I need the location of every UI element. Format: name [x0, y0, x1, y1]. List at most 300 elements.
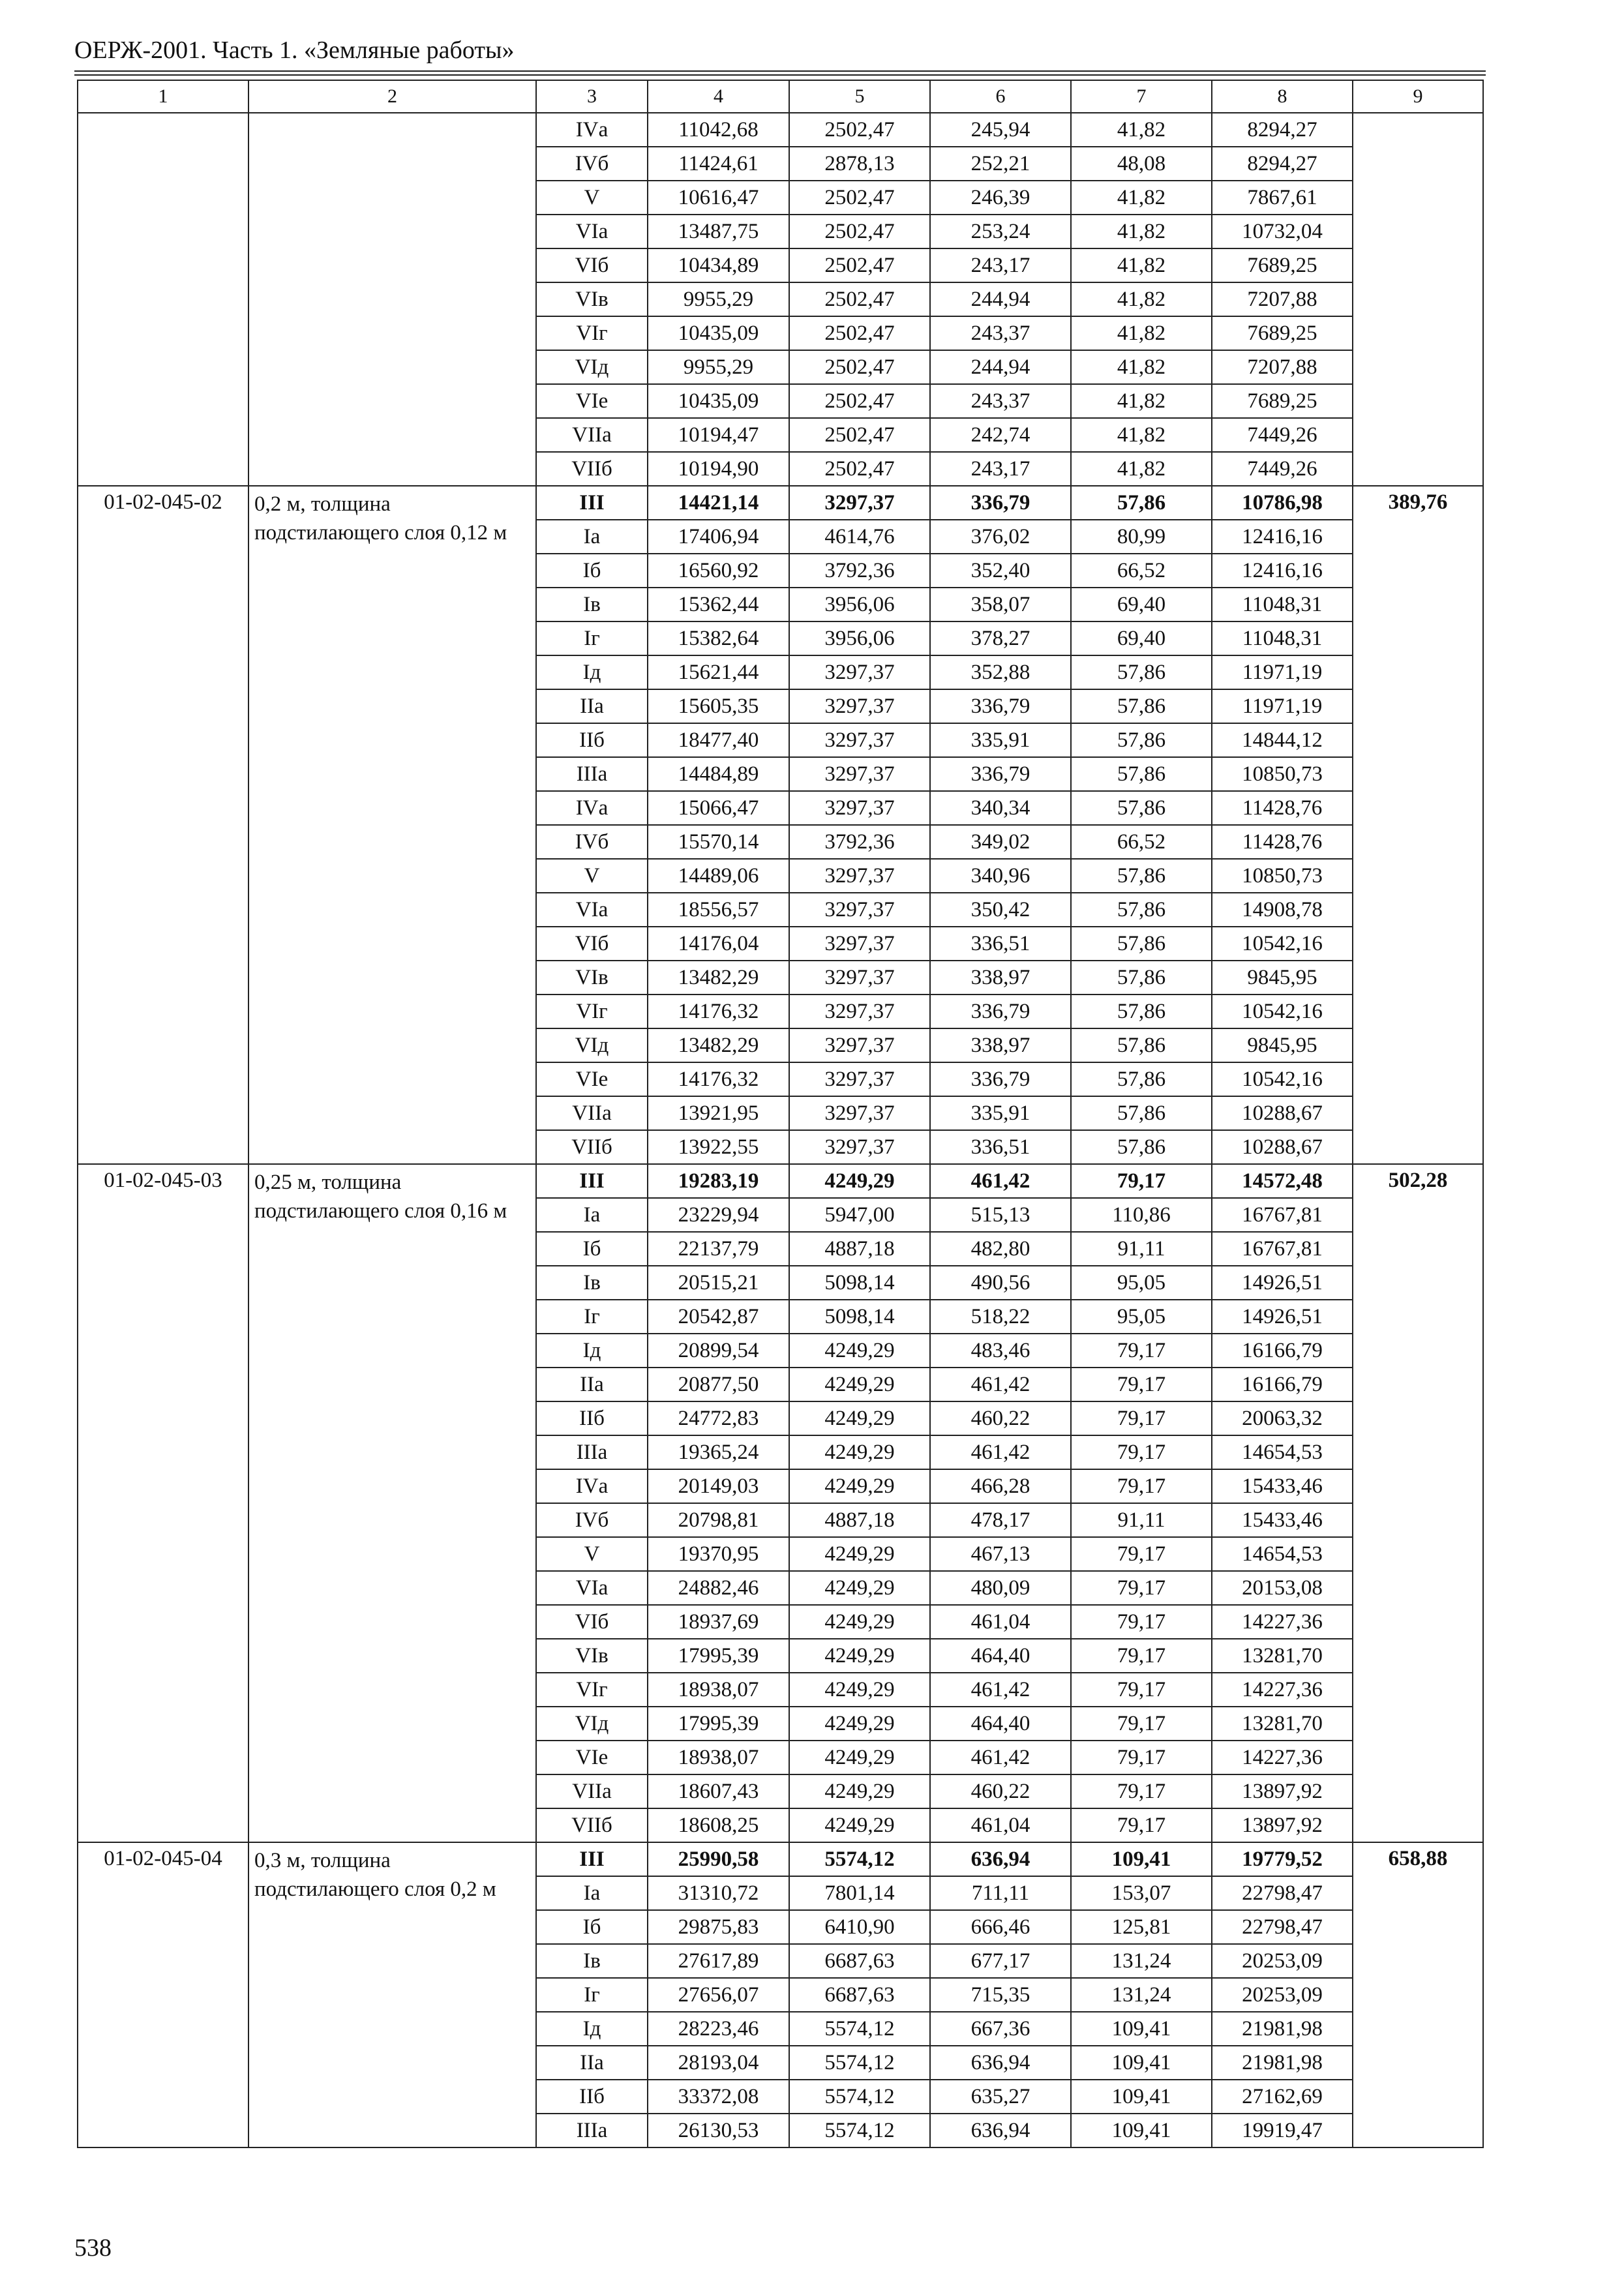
value-cell: 10434,89 — [648, 248, 789, 282]
value-cell: 3297,37 — [789, 995, 930, 1028]
value-cell: 21981,98 — [1212, 2046, 1353, 2080]
value-cell: 636,94 — [930, 1842, 1071, 1876]
column-9-cell: 658,88 — [1353, 1842, 1483, 2147]
value-cell: 2502,47 — [789, 418, 930, 452]
value-cell: 4887,18 — [789, 1503, 930, 1537]
value-cell: 79,17 — [1071, 1368, 1212, 1401]
value-cell: 3956,06 — [789, 588, 930, 621]
norm-code-cell: 01-02-045-03 — [78, 1164, 248, 1842]
value-cell: 3297,37 — [789, 1096, 930, 1130]
column-number: 4 — [648, 80, 789, 113]
category-cell: IVа — [536, 1469, 648, 1503]
category-cell: III — [536, 486, 648, 520]
value-cell: 460,22 — [930, 1774, 1071, 1808]
value-cell: 480,09 — [930, 1571, 1071, 1605]
value-cell: 7207,88 — [1212, 282, 1353, 316]
value-cell: 79,17 — [1071, 1741, 1212, 1774]
value-cell: 7801,14 — [789, 1876, 930, 1910]
column-number: 7 — [1071, 80, 1212, 113]
category-cell: VIд — [536, 350, 648, 384]
value-cell: 461,42 — [930, 1673, 1071, 1707]
value-cell: 131,24 — [1071, 1978, 1212, 2012]
value-cell: 41,82 — [1071, 181, 1212, 215]
value-cell: 243,17 — [930, 452, 1071, 486]
value-cell: 478,17 — [930, 1503, 1071, 1537]
value-cell: 13482,29 — [648, 1028, 789, 1062]
category-cell: IIб — [536, 723, 648, 757]
value-cell: 20253,09 — [1212, 1944, 1353, 1978]
value-cell: 7689,25 — [1212, 384, 1353, 418]
value-cell: 41,82 — [1071, 215, 1212, 248]
value-cell: 16166,79 — [1212, 1334, 1353, 1368]
category-cell: Iб — [536, 1910, 648, 1944]
value-cell: 4249,29 — [789, 1639, 930, 1673]
value-cell: 57,86 — [1071, 1028, 1212, 1062]
column-number-row — [78, 80, 1483, 113]
value-cell: 14227,36 — [1212, 1741, 1353, 1774]
value-cell: 3297,37 — [789, 689, 930, 723]
value-cell: 352,88 — [930, 655, 1071, 689]
value-cell: 19283,19 — [648, 1164, 789, 1198]
value-cell: 5947,00 — [789, 1198, 930, 1232]
value-cell: 19370,95 — [648, 1537, 789, 1571]
value-cell: 24772,83 — [648, 1401, 789, 1435]
table-row — [78, 1164, 1483, 1198]
value-cell: 2502,47 — [789, 181, 930, 215]
value-cell: 2502,47 — [789, 282, 930, 316]
column-9-cell: 389,76 — [1353, 486, 1483, 1164]
value-cell: 31310,72 — [648, 1876, 789, 1910]
category-cell: VIб — [536, 248, 648, 282]
value-cell: 19919,47 — [1212, 2114, 1353, 2147]
value-cell: 2502,47 — [789, 350, 930, 384]
value-cell: 95,05 — [1071, 1266, 1212, 1300]
value-cell: 153,07 — [1071, 1876, 1212, 1910]
value-cell: 4887,18 — [789, 1232, 930, 1266]
value-cell: 25990,58 — [648, 1842, 789, 1876]
category-cell: IVб — [536, 1503, 648, 1537]
category-cell: VIIа — [536, 1096, 648, 1130]
value-cell: 5574,12 — [789, 2012, 930, 2046]
value-cell: 3297,37 — [789, 1130, 930, 1164]
value-cell: 490,56 — [930, 1266, 1071, 1300]
value-cell: 243,37 — [930, 316, 1071, 350]
category-cell: VIа — [536, 1571, 648, 1605]
value-cell: 57,86 — [1071, 486, 1212, 520]
value-cell: 41,82 — [1071, 248, 1212, 282]
value-cell: 4249,29 — [789, 1605, 930, 1639]
category-cell: VIа — [536, 215, 648, 248]
value-cell: 336,79 — [930, 689, 1071, 723]
norm-description-cell: 0,25 м, толщина подстилающего слоя 0,16 м — [248, 1164, 536, 1842]
value-cell: 2502,47 — [789, 384, 930, 418]
value-cell: 12416,16 — [1212, 520, 1353, 554]
column-9-cell: 502,28 — [1353, 1164, 1483, 1842]
norm-code-cell — [78, 113, 248, 486]
value-cell: 15433,46 — [1212, 1503, 1353, 1537]
value-cell: 15605,35 — [648, 689, 789, 723]
category-cell: VIв — [536, 1639, 648, 1673]
value-cell: 10616,47 — [648, 181, 789, 215]
category-cell: VIе — [536, 1741, 648, 1774]
value-cell: 79,17 — [1071, 1537, 1212, 1571]
value-cell: 79,17 — [1071, 1334, 1212, 1368]
value-cell: 3297,37 — [789, 791, 930, 825]
value-cell: 3297,37 — [789, 927, 930, 961]
value-cell: 461,42 — [930, 1435, 1071, 1469]
value-cell: 3297,37 — [789, 893, 930, 927]
value-cell: 482,80 — [930, 1232, 1071, 1266]
column-number: 8 — [1212, 80, 1353, 113]
value-cell: 2502,47 — [789, 215, 930, 248]
category-cell: IIIа — [536, 757, 648, 791]
value-cell: 27656,07 — [648, 1978, 789, 2012]
value-cell: 2878,13 — [789, 147, 930, 181]
value-cell: 2502,47 — [789, 452, 930, 486]
norm-description-cell: 0,2 м, толщина подстилающего слоя 0,12 м — [248, 486, 536, 1164]
value-cell: 461,42 — [930, 1741, 1071, 1774]
value-cell: 336,79 — [930, 757, 1071, 791]
value-cell: 57,86 — [1071, 791, 1212, 825]
norms-table-body — [78, 80, 1483, 2147]
value-cell: 18938,07 — [648, 1673, 789, 1707]
value-cell: 3792,36 — [789, 554, 930, 588]
value-cell: 91,11 — [1071, 1232, 1212, 1266]
value-cell: 16560,92 — [648, 554, 789, 588]
value-cell: 3297,37 — [789, 859, 930, 893]
value-cell: 667,36 — [930, 2012, 1071, 2046]
table-row — [78, 486, 1483, 520]
category-cell: V — [536, 859, 648, 893]
value-cell: 95,05 — [1071, 1300, 1212, 1334]
page-header: ОЕРЖ-2001. Часть 1. «Земляные работы» — [74, 37, 515, 64]
value-cell: 338,97 — [930, 961, 1071, 995]
value-cell: 2502,47 — [789, 248, 930, 282]
value-cell: 15382,64 — [648, 621, 789, 655]
value-cell: 461,42 — [930, 1368, 1071, 1401]
category-cell: IVа — [536, 791, 648, 825]
value-cell: 4249,29 — [789, 1435, 930, 1469]
category-cell: IIб — [536, 2080, 648, 2114]
value-cell: 20153,08 — [1212, 1571, 1353, 1605]
value-cell: 79,17 — [1071, 1639, 1212, 1673]
value-cell: 336,79 — [930, 995, 1071, 1028]
value-cell: 636,94 — [930, 2114, 1071, 2147]
category-cell: VIг — [536, 1673, 648, 1707]
value-cell: 3792,36 — [789, 825, 930, 859]
value-cell: 6687,63 — [789, 1944, 930, 1978]
value-cell: 338,97 — [930, 1028, 1071, 1062]
value-cell: 6410,90 — [789, 1910, 930, 1944]
value-cell: 7449,26 — [1212, 418, 1353, 452]
column-number: 9 — [1353, 80, 1483, 113]
value-cell: 464,40 — [930, 1707, 1071, 1741]
value-cell: 243,17 — [930, 248, 1071, 282]
category-cell: VIг — [536, 995, 648, 1028]
value-cell: 10542,16 — [1212, 995, 1353, 1028]
value-cell: 10288,67 — [1212, 1130, 1353, 1164]
value-cell: 66,52 — [1071, 825, 1212, 859]
value-cell: 10288,67 — [1212, 1096, 1353, 1130]
value-cell: 3297,37 — [789, 486, 930, 520]
value-cell: 252,21 — [930, 147, 1071, 181]
table-row — [78, 1842, 1483, 1876]
value-cell: 79,17 — [1071, 1808, 1212, 1842]
value-cell: 14176,32 — [648, 1062, 789, 1096]
value-cell: 253,24 — [930, 215, 1071, 248]
value-cell: 20149,03 — [648, 1469, 789, 1503]
value-cell: 4249,29 — [789, 1707, 930, 1741]
value-cell: 10194,47 — [648, 418, 789, 452]
value-cell: 17406,94 — [648, 520, 789, 554]
value-cell: 11971,19 — [1212, 655, 1353, 689]
value-cell: 3297,37 — [789, 723, 930, 757]
category-cell: VIд — [536, 1707, 648, 1741]
column-number: 2 — [248, 80, 536, 113]
value-cell: 79,17 — [1071, 1673, 1212, 1707]
value-cell: 461,04 — [930, 1605, 1071, 1639]
value-cell: 109,41 — [1071, 2012, 1212, 2046]
value-cell: 340,34 — [930, 791, 1071, 825]
value-cell: 57,86 — [1071, 859, 1212, 893]
value-cell: 9845,95 — [1212, 961, 1353, 995]
value-cell: 3297,37 — [789, 1028, 930, 1062]
value-cell: 79,17 — [1071, 1469, 1212, 1503]
category-cell: Iв — [536, 588, 648, 621]
value-cell: 340,96 — [930, 859, 1071, 893]
page-number: 538 — [74, 2234, 112, 2262]
value-cell: 20798,81 — [648, 1503, 789, 1537]
value-cell: 57,86 — [1071, 723, 1212, 757]
category-cell: VIв — [536, 282, 648, 316]
value-cell: 18477,40 — [648, 723, 789, 757]
value-cell: 11048,31 — [1212, 588, 1353, 621]
category-cell: VIе — [536, 1062, 648, 1096]
value-cell: 350,42 — [930, 893, 1071, 927]
norm-description-cell: 0,3 м, толщина подстилающего слоя 0,2 м — [248, 1842, 536, 2147]
value-cell: 24882,46 — [648, 1571, 789, 1605]
value-cell: 10786,98 — [1212, 486, 1353, 520]
value-cell: 4249,29 — [789, 1334, 930, 1368]
column-number: 3 — [536, 80, 648, 113]
value-cell: 79,17 — [1071, 1774, 1212, 1808]
category-cell: Iв — [536, 1944, 648, 1978]
value-cell: 28193,04 — [648, 2046, 789, 2080]
value-cell: 518,22 — [930, 1300, 1071, 1334]
category-cell: Iг — [536, 621, 648, 655]
value-cell: 244,94 — [930, 282, 1071, 316]
category-cell: IIа — [536, 689, 648, 723]
value-cell: 19779,52 — [1212, 1842, 1353, 1876]
category-cell: VIв — [536, 961, 648, 995]
category-cell: IIа — [536, 1368, 648, 1401]
value-cell: 10542,16 — [1212, 927, 1353, 961]
value-cell: 336,51 — [930, 927, 1071, 961]
category-cell: V — [536, 1537, 648, 1571]
value-cell: 246,39 — [930, 181, 1071, 215]
category-cell: VIIа — [536, 1774, 648, 1808]
value-cell: 245,94 — [930, 113, 1071, 147]
value-cell: 18937,69 — [648, 1605, 789, 1639]
value-cell: 711,11 — [930, 1876, 1071, 1910]
category-cell: VIIб — [536, 1808, 648, 1842]
category-cell: VIIб — [536, 1130, 648, 1164]
value-cell: 4249,29 — [789, 1673, 930, 1707]
value-cell: 4614,76 — [789, 520, 930, 554]
value-cell: 11971,19 — [1212, 689, 1353, 723]
value-cell: 9845,95 — [1212, 1028, 1353, 1062]
value-cell: 677,17 — [930, 1944, 1071, 1978]
value-cell: 4249,29 — [789, 1571, 930, 1605]
value-cell: 336,79 — [930, 486, 1071, 520]
column-number: 6 — [930, 80, 1071, 113]
value-cell: 22137,79 — [648, 1232, 789, 1266]
category-cell: IVа — [536, 113, 648, 147]
value-cell: 80,99 — [1071, 520, 1212, 554]
norm-code-cell: 01-02-045-04 — [78, 1842, 248, 2147]
category-cell: VIIб — [536, 452, 648, 486]
value-cell: 13482,29 — [648, 961, 789, 995]
value-cell: 14926,51 — [1212, 1300, 1353, 1334]
value-cell: 14908,78 — [1212, 893, 1353, 927]
value-cell: 23229,94 — [648, 1198, 789, 1232]
value-cell: 7449,26 — [1212, 452, 1353, 486]
category-cell: III — [536, 1842, 648, 1876]
value-cell: 57,86 — [1071, 1130, 1212, 1164]
value-cell: 10435,09 — [648, 316, 789, 350]
value-cell: 13897,92 — [1212, 1808, 1353, 1842]
header-rule-bottom — [74, 74, 1486, 76]
value-cell: 3297,37 — [789, 655, 930, 689]
value-cell: 33372,08 — [648, 2080, 789, 2114]
category-cell: Iд — [536, 655, 648, 689]
category-cell: IIIа — [536, 1435, 648, 1469]
value-cell: 14421,14 — [648, 486, 789, 520]
value-cell: 41,82 — [1071, 418, 1212, 452]
value-cell: 66,52 — [1071, 554, 1212, 588]
value-cell: 14844,12 — [1212, 723, 1353, 757]
value-cell: 460,22 — [930, 1401, 1071, 1435]
value-cell: 378,27 — [930, 621, 1071, 655]
category-cell: Iа — [536, 1198, 648, 1232]
value-cell: 29875,83 — [648, 1910, 789, 1944]
value-cell: 242,74 — [930, 418, 1071, 452]
value-cell: 13281,70 — [1212, 1707, 1353, 1741]
value-cell: 5098,14 — [789, 1300, 930, 1334]
value-cell: 9955,29 — [648, 282, 789, 316]
value-cell: 515,13 — [930, 1198, 1071, 1232]
value-cell: 20253,09 — [1212, 1978, 1353, 2012]
value-cell: 57,86 — [1071, 961, 1212, 995]
value-cell: 466,28 — [930, 1469, 1071, 1503]
value-cell: 14654,53 — [1212, 1435, 1353, 1469]
value-cell: 10850,73 — [1212, 757, 1353, 791]
category-cell: III — [536, 1164, 648, 1198]
value-cell: 41,82 — [1071, 452, 1212, 486]
value-cell: 18938,07 — [648, 1741, 789, 1774]
value-cell: 5574,12 — [789, 2046, 930, 2080]
value-cell: 349,02 — [930, 825, 1071, 859]
value-cell: 11428,76 — [1212, 791, 1353, 825]
value-cell: 14926,51 — [1212, 1266, 1353, 1300]
value-cell: 41,82 — [1071, 316, 1212, 350]
value-cell: 4249,29 — [789, 1164, 930, 1198]
value-cell: 16166,79 — [1212, 1368, 1353, 1401]
category-cell: Iб — [536, 554, 648, 588]
value-cell: 109,41 — [1071, 2114, 1212, 2147]
category-cell: IIб — [536, 1401, 648, 1435]
value-cell: 8294,27 — [1212, 113, 1353, 147]
value-cell: 20899,54 — [648, 1334, 789, 1368]
value-cell: 7689,25 — [1212, 316, 1353, 350]
value-cell: 483,46 — [930, 1334, 1071, 1368]
category-cell: VIд — [536, 1028, 648, 1062]
value-cell: 376,02 — [930, 520, 1071, 554]
value-cell: 41,82 — [1071, 113, 1212, 147]
value-cell: 109,41 — [1071, 1842, 1212, 1876]
value-cell: 14227,36 — [1212, 1605, 1353, 1639]
value-cell: 5574,12 — [789, 2080, 930, 2114]
value-cell: 467,13 — [930, 1537, 1071, 1571]
value-cell: 5574,12 — [789, 2114, 930, 2147]
category-cell: IVб — [536, 147, 648, 181]
norms-table — [77, 80, 1484, 2148]
norm-description-cell — [248, 113, 536, 486]
value-cell: 4249,29 — [789, 1537, 930, 1571]
value-cell: 13921,95 — [648, 1096, 789, 1130]
value-cell: 14489,06 — [648, 859, 789, 893]
value-cell: 10435,09 — [648, 384, 789, 418]
value-cell: 335,91 — [930, 1096, 1071, 1130]
value-cell: 244,94 — [930, 350, 1071, 384]
value-cell: 15362,44 — [648, 588, 789, 621]
category-cell: IIIа — [536, 2114, 648, 2147]
value-cell: 11428,76 — [1212, 825, 1353, 859]
value-cell: 14572,48 — [1212, 1164, 1353, 1198]
value-cell: 15621,44 — [648, 655, 789, 689]
value-cell: 14484,89 — [648, 757, 789, 791]
column-number: 5 — [789, 80, 930, 113]
value-cell: 358,07 — [930, 588, 1071, 621]
column-number: 1 — [78, 80, 248, 113]
value-cell: 79,17 — [1071, 1164, 1212, 1198]
value-cell: 17995,39 — [648, 1639, 789, 1673]
value-cell: 69,40 — [1071, 621, 1212, 655]
value-cell: 20542,87 — [648, 1300, 789, 1334]
category-cell: V — [536, 181, 648, 215]
category-cell: Iд — [536, 2012, 648, 2046]
value-cell: 3956,06 — [789, 621, 930, 655]
category-cell: Iд — [536, 1334, 648, 1368]
value-cell: 57,86 — [1071, 1096, 1212, 1130]
value-cell: 57,86 — [1071, 893, 1212, 927]
value-cell: 14654,53 — [1212, 1537, 1353, 1571]
value-cell: 57,86 — [1071, 927, 1212, 961]
value-cell: 3297,37 — [789, 757, 930, 791]
value-cell: 11048,31 — [1212, 621, 1353, 655]
value-cell: 336,79 — [930, 1062, 1071, 1096]
value-cell: 131,24 — [1071, 1944, 1212, 1978]
value-cell: 18556,57 — [648, 893, 789, 927]
value-cell: 7689,25 — [1212, 248, 1353, 282]
value-cell: 6687,63 — [789, 1978, 930, 2012]
value-cell: 15433,46 — [1212, 1469, 1353, 1503]
value-cell: 5574,12 — [789, 1842, 930, 1876]
category-cell: VIг — [536, 316, 648, 350]
category-cell: IIа — [536, 2046, 648, 2080]
value-cell: 57,86 — [1071, 757, 1212, 791]
value-cell: 110,86 — [1071, 1198, 1212, 1232]
